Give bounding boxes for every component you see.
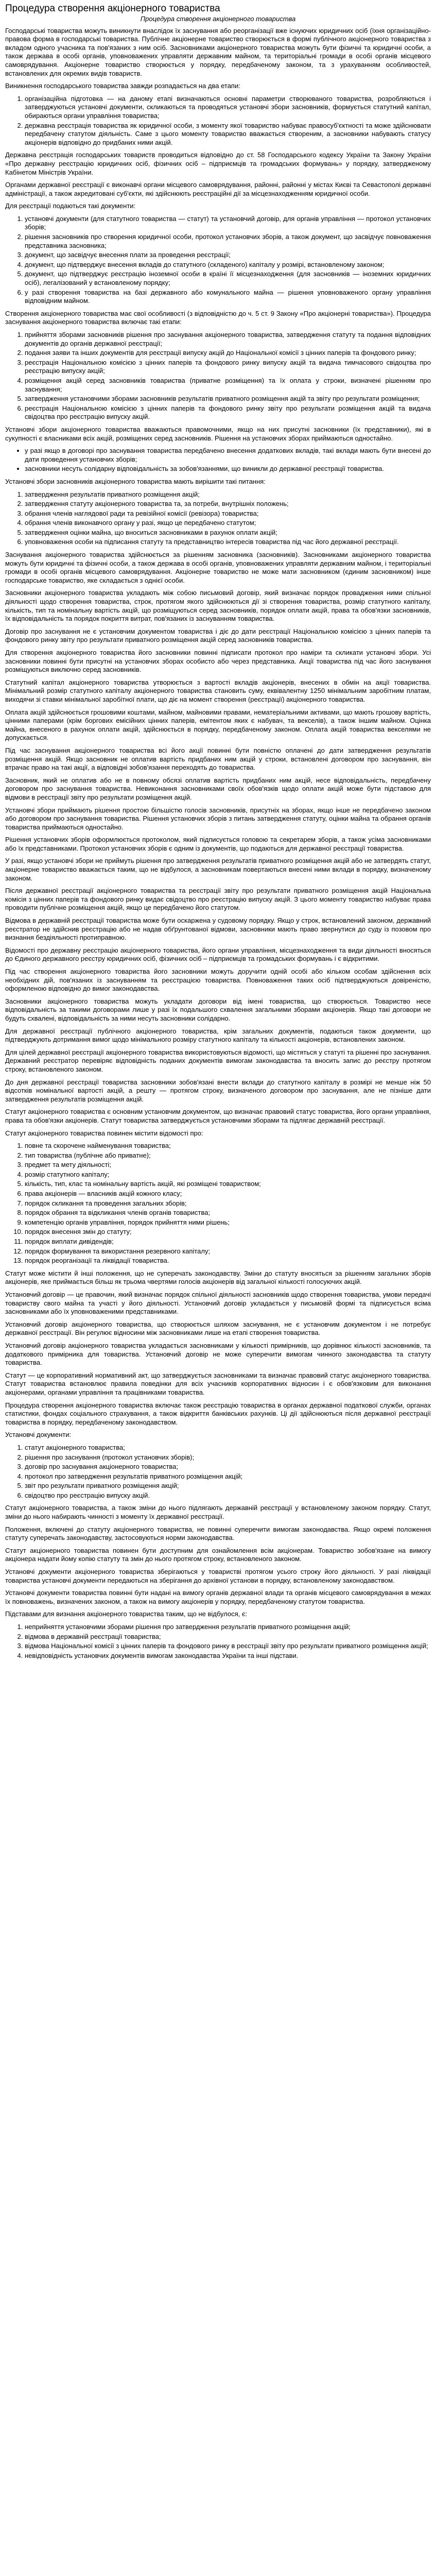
paragraph: Установчі збори акціонерного товариства вважаються правомочними, якщо на них присутні засновники (їх представники), які в сукупності є власниками всіх акцій, розміщених серед засновників. Рішення на установчих зборах приймаються одностайно. [5,425,431,442]
bullet-list [5,447,431,473]
list-item: 5. документ, що підтверджує реєстрацію іноземної особи в країні її місцезнаходження (для засновників — іноземних юридичних осіб), легалізований у встановленому порядку; [25,270,431,287]
paragraph: Установчі документи: [5,1431,72,1439]
document-body [5,27,431,1660]
paragraph: Засновники акціонерного товариства можуть укладати договори від імені товариства, що створюється. Товариство несе відповідальність за такими договорами лише у разі їх подальшого схвалення загальними зборами акціонерів. Якщо такі договори не будуть схвалені, відповідальність за ними несуть засновники солідарно. [5,997,431,1022]
paragraph: Для державної реєстрації публічного акціонерного товариства, крім загальних документів, подаються також документи, що підтверджують дотримання вимог щодо мінімального розміру статутного капіталу та кількості акціонерів, встановлених законом. [5,1027,431,1044]
paragraph: Засновник, який не оплатив або не в повному обсязі оплатив вартість придбаних ним акцій, несе відповідальність, передбачену договором про заснування товариства. Невиконання засновниками своїх обов'язків щодо оплати акцій може бути підставою для відмови в реєстрації звіту про результати розміщення акцій. [5,776,431,801]
list-item: 12. порядок формування та використання резервного капіталу; [25,1247,431,1256]
paragraph: Створення акціонерного товариства має свої особливості (з відповідністю до ч. 5 ст. 9 Закону «Про акціонерні товариства»). Процедура заснування акціонерного товариства включає такі етапи: [5,309,431,326]
paragraph: Відмова в державній реєстрації товариства може бути оскаржена у судовому порядку. Якщо у строк, встановлений законом, державний реєстратор не здійснив реєстрацію або не надав обґрунтованої відмови, засновники мають право звернутися до суду із позовом про визнання бездіяльності протиправною. [5,917,431,942]
paragraph: Для цілей державної реєстрації акціонерного товариства використовуються відомості, що містяться у статуті та рішенні про заснування. Державний реєстратор перевіряє відповідність поданих документів вимогам законодавства та вносить запис до реєстру протягом строку, встановленого законом. [5,1048,431,1073]
paragraph: Договір про заснування не є установчим документом товариства і діє до дати реєстрації Національною комісією з цінних паперів та фондового ринку звіту про результати приватного розміщення акцій серед засновників товариства. [5,627,431,644]
paragraph: Статут акціонерного товариства повинен містити відомості про: [5,1129,203,1137]
paragraph: Відомості про державну реєстрацію акціонерного товариства, його органи управління, місцезнаходження та види діяльності вносяться до Єдиного державного реєстру юридичних осіб, фізичних осіб – підприємців та громадських формувань і є відкритими. [5,946,431,963]
paragraph: Під час заснування акціонерного товариства всі його акції повинні бути повністю оплачені до дати затвердження результатів розміщення акцій. Якщо засновник не оплатив вартість придбаних ним акцій у строки, встановлені договором про заснування, він втрачає право на такі акції, а відповідні зобов'язання переходять до товариства. [5,746,431,772]
list-item: 3. договір про заснування акціонерного товариства; [25,1463,431,1471]
list-item: 4. розміщення акцій серед засновників товариства (приватне розміщення) та їх оплата у строки, визначені рішенням про заснування; [25,377,431,394]
list-item: 4. протокол про затвердження результатів приватного розміщення акцій; [25,1472,431,1481]
list-item: 3. обрання членів наглядової ради та ревізійної комісії (ревізора) товариства; [25,510,431,518]
paragraph: Установчі збори приймають рішення простою більшістю голосів засновників, присутніх на зборах, якщо інше не передбачено законом або договором про заснування товариства. Рішення установчих зборів з питань затвердження статуту, оцінки майна та обрання органів товариства приймаються одностайно. [5,806,431,831]
list-item: 3. реєстрація Національною комісією з цінних паперів та фондового ринку випуску акцій та видача тимчасового свідоцтва про реєстрацію випуску акцій; [25,359,431,376]
numbered-list [5,1142,431,1265]
numbered-list [5,490,431,547]
paragraph: Установчі збори засновників акціонерного товариства мають вирішити такі питання: [5,477,266,485]
paragraph: Підставами для визнання акціонерного товариства таким, що не відбулося, є: [5,1610,248,1618]
numbered-list [5,215,431,306]
paragraph: Установчий договір акціонерного товариства, що створюється шляхом заснування, не є установчим документом і не потребує державної реєстрації. Він регулює відносини між засновниками лише на етапі створення товариства. [5,1320,431,1337]
list-item: 3. відмова Національної комісії з цінних паперів та фондового ринку в реєстрації звіту про результати приватного розміщення акцій; [25,1642,431,1651]
list-item: • засновники несуть солідарну відповідальність за зобов'язаннями, що виникли до державної реєстрації товариства. [25,465,431,473]
paragraph: Статут може містити й інші положення, що не суперечать законодавству. Зміни до статуту вносяться за рішенням загальних зборів акціонерів, яке приймається більш як трьома чвертями голосів акціонерів від загальної кількості голосуючих акцій. [5,1269,431,1286]
list-item: 8. порядок обрання та відкликання членів органів товариства; [25,1209,431,1217]
paragraph: Установчі документи акціонерного товариства зберігаються у товаристві протягом усього строку його діяльності. У разі ліквідації товариства установчі документи передаються на зберігання до архівної установи в порядку, встановленому законодавством. [5,1568,431,1584]
list-item: 4. невідповідність установчих документів вимогам законодавства України та інші підстави. [25,1652,431,1660]
paragraph: Установчий договір — це правочин, який визначає порядок спільної діяльності засновників щодо створення товариства, умови передачі товариству свого майна та участі у його діяльності. Установчий договір укладається у письмовій формі та підписується всіма засновниками або їх уповноваженими представниками. [5,1291,431,1316]
numbered-list [5,95,431,147]
list-item: 2. відмова в державній реєстрації товариства; [25,1633,431,1641]
paragraph: Засновники акціонерного товариства укладають між собою письмовий договір, який визначає порядок провадження ними спільної діяльності щодо створення товариства, строк, протягом якого здійснюються дії зі створення товариства, розмір статутного капіталу, кількість, тип та номінальну вартість акцій, що розміщуються серед засновників, порядок оплати акцій, права та обов'язки засновників, їх відповідальність та порядок покриття витрат, пов'язаних із заснуванням товариства. [5,589,431,623]
list-item: 4. обрання членів виконавчого органу у разі, якщо це передбачено статутом; [25,519,431,528]
paragraph: Статут акціонерного товариства є основним установчим документом, що визначає правовий статус товариства, його органи управління, права та обов'язки акціонерів. Статут товариства затверджується установчими зборами та підлягає державній реєстрації. [5,1108,431,1124]
paragraph: Під час створення акціонерного товариства його засновники можуть доручити одній особі або кільком особам здійснення всіх необхідних дій, пов'язаних із заснуванням та реєстрацією товариства. Повноваження таких осіб підтверджуються довіреністю, оформленою відповідно до вимог законодавства. [5,968,431,993]
list-item: 5. звіт про результати приватного розміщення акцій; [25,1482,431,1490]
paragraph: Установчий договір акціонерного товариства укладається засновниками у кількості примірників, що дорівнює кількості засновників, та додаткового примірника для товариства. Установчий договір не може суперечити вимогам чинного законодавства та статуту товариства. [5,1341,431,1367]
page-subtitle: Процедура створення акціонерного товариства [140,15,296,23]
list-item: 6. у разі створення товариства на базі державного або комунального майна — рішення уповноваженого органу управління відповідним майном. [25,289,431,306]
paragraph: Органами державної реєстрації є виконавчі органи місцевого самоврядування, районні, районні у містах Києві та Севастополі державні адміністрації, а також акредитовані суб'єкти, які здійснюють реєстраційні дії за місцезнаходженням юридичної особи. [5,181,431,197]
list-item: 11. порядок виплати дивідендів; [25,1238,431,1246]
list-item: 1. установчі документи (для статутного товариства — статут) та установчий договір, для органів управління — протокол установчих зборів; [25,215,431,232]
numbered-list [5,331,431,421]
list-item: 10. порядок внесення змін до статуту; [25,1228,431,1236]
paragraph: Заснування акціонерного товариства здійснюється за рішенням засновника (засновників). Засновниками акціонерного товариства можуть бути юридичні та фізичні особи, а також держава в особі органів, уповноважених управляти державним майном, і територіальні громади в особі органів місцевого самоврядування. Акціонерне товариство не може мати засновником (єдиним засновником) інше господарське товариство, яке складається з однієї особи. [5,551,431,584]
list-item: 2. затвердження статуту акціонерного товариства та, за потреби, внутрішніх положень; [25,500,431,509]
paragraph: Господарські товариства можуть виникнути внаслідок їх заснування або реорганізації вже існуючих юридичних осіб (їхня організаційно-правова форма в господарські товариства. Публічне акціонерне товариство створюється в формі публічного акціонерного товариства з вкладом одного учасника та пов'язаних з ним осіб. Засновниками акціонерного товариства можуть бути фізичні та юридичні особи, а також держава в особі органів, уповноважених управляти державним майном, та територіальні громади в особі органів місцевого самоврядування. Акціонерне товариство створюється у порядку, передбаченому законом, та з урахуванням особливостей, встановлених для окремих видів товариств. [5,26,431,77]
paragraph: Статут акціонерного товариства, а також зміни до нього підлягають державній реєстрації у встановленому законом порядку. Статут, зміни до нього набирають чинності з моменту їх державної реєстрації. [5,1504,431,1521]
list-item: 1. повне та скорочене найменування товариства; [25,1142,431,1150]
list-item: 5. кількість, тип, клас та номінальну вартість акцій, які розміщені товариством; [25,1180,431,1189]
list-item: 4. розмір статутного капіталу; [25,1171,431,1179]
paragraph: Процедура створення акціонерного товариства включає також реєстрацію товариства в органах державної податкової служби, органах статистики, фондах соціального страхування, а також відкриття банківських рахунків. Ці дії здійснюються після державної реєстрації товариства в порядку, передбаченому законодавством. [5,1401,431,1426]
paragraph: Для реєстрації подаються такі документи: [5,202,136,210]
list-item: 13. порядок реорганізації та ліквідації товариства. [25,1257,431,1265]
list-item: 6. свідоцтво про реєстрацію випуску акцій. [25,1492,431,1500]
list-item: 7. порядок скликання та проведення загальних зборів; [25,1199,431,1208]
list-item: 6. уповноваження особи на підписання статуту та представництво інтересів товариства під час його державної реєстрації. [25,538,431,547]
list-item: 4. документ, що підтверджує внесення вкладів до статутного (складеного) капіталу у розмірі, встановленому законом; [25,261,431,269]
paragraph: Для створення акціонерного товариства його засновники повинні підписати протокол про наміри та скликати установчі збори. Усі засновники повинні бути присутні на установчих зборах особисто або через представника. Акції товариства під час його заснування розміщуються виключно серед засновників. [5,649,431,674]
list-item: 1. затвердження результатів приватного розміщення акцій; [25,490,431,499]
numbered-list [5,1444,431,1500]
paragraph: Статутний капітал акціонерного товариства утворюється з вартості вкладів акціонерів, внесених в обмін на акції товариства. Мінімальний розмір статутного капіталу акціонерного товариства становить суму, еквівалентну 1250 мінімальним заробітним платам, виходячи зі ставки мінімальної заробітної плати, що діє на момент створення (реєстрації) акціонерного товариства. [5,678,431,703]
list-item: 5. затвердження установчими зборами засновників результатів приватного розміщення акцій та звіту про результати розміщення; [25,395,431,403]
list-item: 2. рішення про заснування (протокол установчих зборів); [25,1453,431,1462]
list-item: • у разі якщо в договорі про заснування товариства передбачено внесення додаткових вкладів, такі вклади мають бути внесені до дати проведення установчих зборів; [25,447,431,464]
paragraph: До дня державної реєстрації товариства засновники зобов'язані внести вклади до статутного капіталу в розмірі не менше ніж 50 відсотків номінальної вартості акцій, а решту — протягом строку, визначеного договором про заснування, але не пізніше дати затвердження результатів розміщення акцій. [5,1078,431,1103]
paragraph: Положення, включені до статуту акціонерного товариства, не повинні суперечити вимогам законодавства. Якщо окремі положення статуту суперечать законодавству, застосовуються норми законодавства. [5,1525,431,1542]
paragraph: У разі, якщо установчі збори не приймуть рішення про затвердження результатів приватного розміщення акцій або не затвердять статут, акціонерне товариство вважається таким, що не відбулося, а засновникам повертаються внесені ними вклади в порядку, визначеному законом. [5,857,431,882]
paragraph: Статут — це корпоративний нормативний акт, що затверджується засновниками та визначає правовий статус акціонерного товариства. Статут товариства встановлює правила поведінки для всіх учасників корпоративних відносин і є обов'язковим для виконання акціонерами, органами управління та працівниками товариства. [5,1371,431,1396]
list-item: 1. статут акціонерного товариства; [25,1444,431,1452]
list-item: 3. документ, що засвідчує внесення плати за проведення реєстрації; [25,251,431,260]
list-item: 2. державна реєстрація товариства як юридичної особи, з моменту якої товариство набуває правосуб'єктності та може здійснювати передбачену статутом діяльність. Саме з цього моменту товариство вважається створеним, а засновники набувають статусу акціонерів відповідно до придбаних ними акцій. [25,122,431,147]
list-item: 6. права акціонерів — власників акцій кожного класу; [25,1190,431,1198]
list-item: 9. компетенцію органів управління, порядок прийняття ними рішень; [25,1218,431,1227]
list-item: 1. організаційна підготовка — на даному етапі визначаються основні параметри створюваного товариства, розробляються і затверджуються установчі документи, скликаються та проводяться установчі збори засновників, формується статутний капітал, обираються органи управління товариства; [25,95,431,121]
paragraph: Державна реєстрація господарських товариств проводиться відповідно до ст. 58 Господарського кодексу України та Закону України «Про державну реєстрацію юридичних осіб, фізичних осіб – підприємців та громадських формувань» у порядку, затвердженому Кабінетом Міністрів України. [5,151,431,176]
list-item: 6. реєстрація Національною комісією з цінних паперів та фондового ринку звіту про результати розміщення акцій та видача свідоцтва про реєстрацію випуску акцій. [25,404,431,421]
numbered-list [5,1623,431,1660]
page-title: Процедура створення акціонерного товариства [5,3,220,14]
list-item: 1. прийняття зборами засновників рішення про заснування акціонерного товариства, затвердження статуту та подання відповідних документів до органів державної реєстрації; [25,331,431,348]
list-item: 1. неприйняття установчими зборами рішення про затвердження результатів приватного розміщення акцій; [25,1623,431,1632]
list-item: 5. затвердження оцінки майна, що вноситься засновниками в рахунок оплати акцій; [25,529,431,537]
list-item: 3. предмет та мету діяльності; [25,1161,431,1170]
paragraph: Виникнення господарського товариства завжди розпадається на два етапи: [5,82,240,90]
paragraph: Після державної реєстрації акціонерного товариства та реєстрації звіту про результати приватного розміщення акцій Національна комісія з цінних паперів та фондового ринку видає свідоцтво про реєстрацію випуску акцій. З цього моменту товариство набуває права проводити публічне розміщення акцій, якщо це передбачено його статутом. [5,887,431,912]
list-item: 2. подання заяви та інших документів для реєстрації випуску акцій до Національної комісії з цінних паперів та фондового ринку; [25,349,431,358]
paragraph: Статут акціонерного товариства повинен бути доступним для ознайомлення всім акціонерам. Товариство зобов'язане на вимогу акціонера надати йому копію статуту та змін до нього протягом строку, встановленого законом. [5,1546,431,1563]
paragraph: Установчі документи товариства повинні бути надані на вимогу органів державної влади та органів місцевого самоврядування в межах їх повноважень, визначених законом, а також на вимогу акціонерів у порядку, передбаченому статутом товариства. [5,1589,431,1605]
paragraph: Оплата акцій здійснюється грошовими коштами, майном, майновими правами, нематеріальними активами, що мають грошову вартість, цінними паперами (крім боргових емісійних цінних паперів, емітентом яких є набувач, та векселів), а також іншим майном. Оцінка майна, внесеного в рахунок оплати акцій, здійснюється в порядку, передбаченому законом. Оплата акцій товариства векселями не допускається. [5,708,431,742]
paragraph: Рішення установчих зборів оформлюється протоколом, який підписується головою та секретарем зборів, а також усіма засновниками або їх представниками. Протокол установчих зборів є одним із документів, що подаються для державної реєстрації товариства. [5,836,431,852]
list-item: 2. тип товариства (публічне або приватне); [25,1151,431,1160]
list-item: 2. рішення засновників про створення юридичної особи, протокол установчих зборів, а також документ, що засвідчує повноваження представника засновника; [25,233,431,250]
